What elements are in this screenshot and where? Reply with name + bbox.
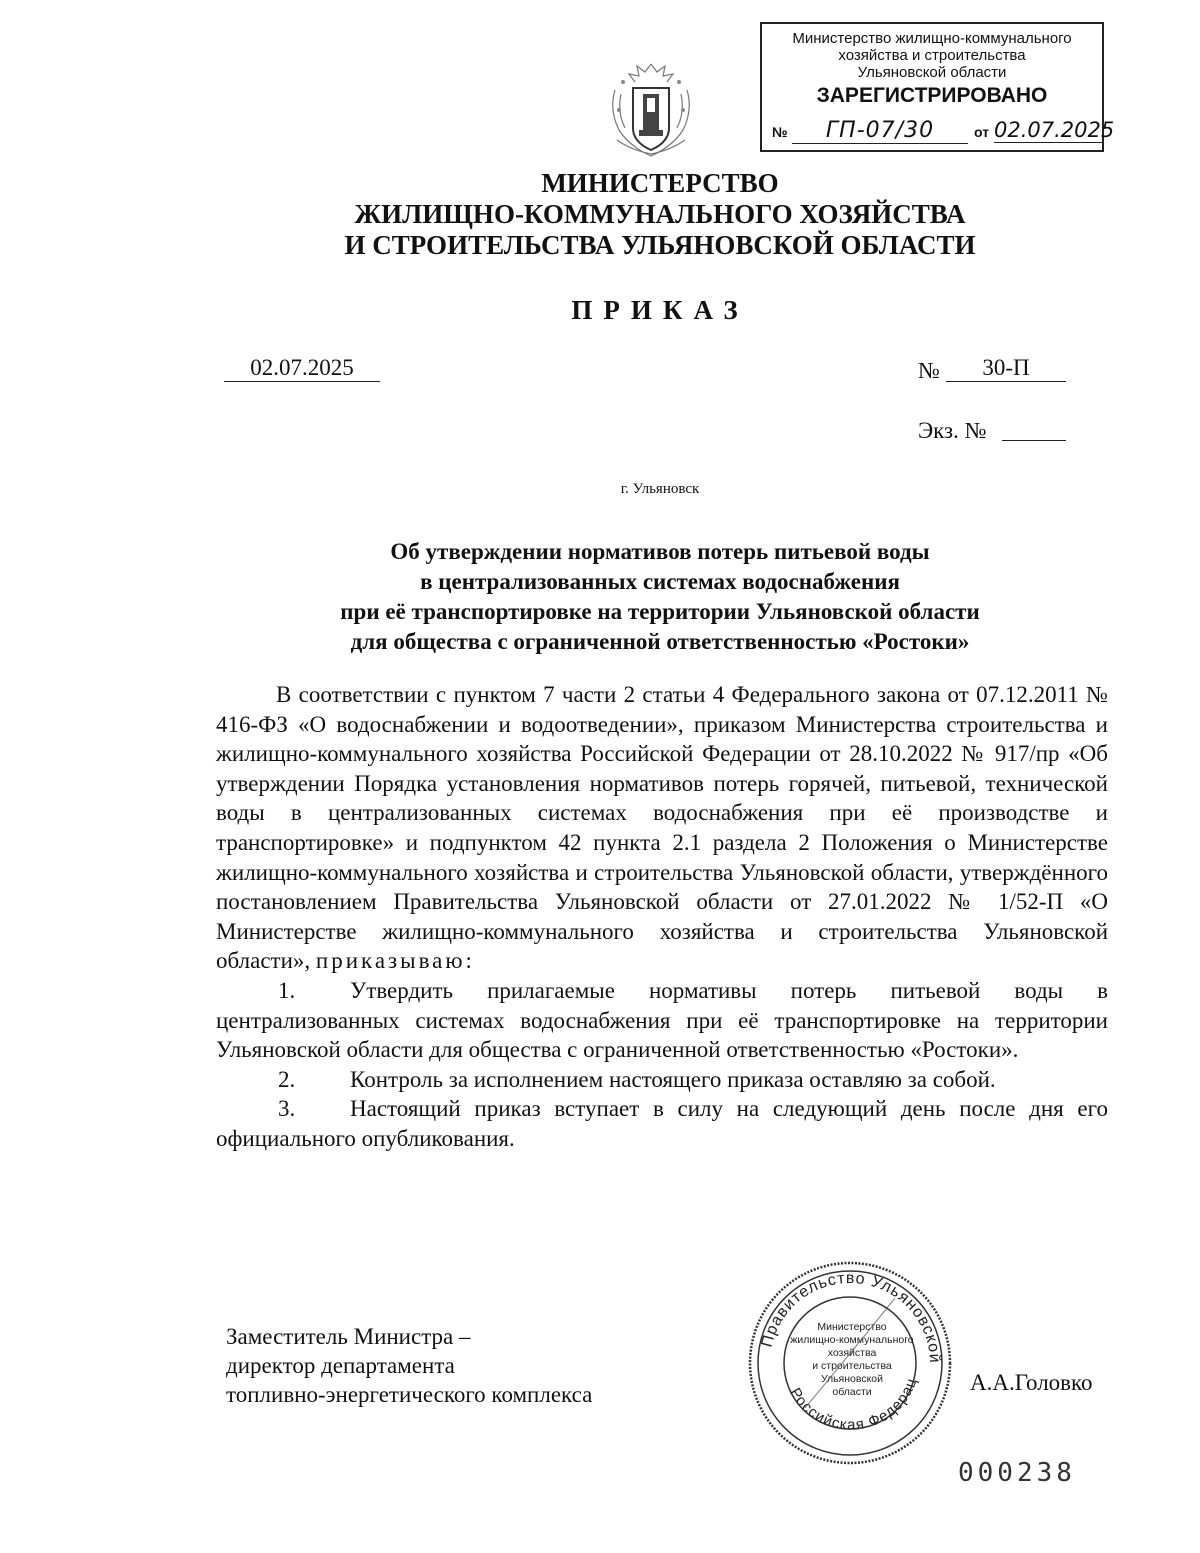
heading-line: при её транспортировке на территории Ульяновской области xyxy=(340,599,980,624)
serial-number: 000238 xyxy=(958,1458,1076,1488)
ministry-title xyxy=(0,168,1200,261)
reg-stamp-title: ЗАРЕГИСТРИРОВАНО xyxy=(816,84,1048,107)
ministry-line: И СТРОИТЕЛЬСТВА УЛЬЯНОВСКОЙ ОБЛАСТИ xyxy=(344,230,976,260)
order-word: приказываю: xyxy=(315,948,475,974)
seal-inner-line: Ульяновской xyxy=(820,1373,884,1385)
order-item-text: Утвердить прилагаемые нормативы потерь питьевой воды в централизованных системах водоснабжения при её транспортировке на территории Ульяновской области для общества с ограниченной ответственностью «Ростоки». xyxy=(216,977,1108,1063)
seal-inner-line: и строительства xyxy=(812,1360,892,1372)
seal-outer-text: Правительство Ульяновской xyxy=(758,1269,944,1364)
order-item xyxy=(216,1094,1108,1153)
preamble-text: В соответствии с пунктом 7 части 2 статьи 4 Федерального закона от 07.12.2011 № 416-ФЗ «О водоснабжении и водоотведении», приказом Министерства строительства и жилищно-коммунального хозяйства Российской Федерации от 28.10.2022 № 917/пр «Об утверждении Порядка установления нормативов потерь горячей, питьевой, технической воды в централизованных системах водоснабжения при её производстве и транспортировке» и подпунктом 42 пункта 2.1 раздела 2 Положения о Министерстве жилищно-коммунального хозяйства и строительства Ульяновской области, утверждённого постановлением Правительства Ульяновской области от 27.01.2022 № 1/52-П «О Министерстве жилищно-коммунального хозяйства и строительства Ульяновской области», xyxy=(216,682,1108,974)
order-date: 02.07.2025 xyxy=(224,355,380,382)
reg-date-label: от xyxy=(974,124,990,140)
document-type: ПРИКАЗ xyxy=(571,295,749,325)
city: г. Ульяновск xyxy=(620,481,700,497)
heading-line: в централизованных системах водоснабжения xyxy=(420,569,900,594)
order-heading xyxy=(0,537,1200,657)
signer-position-line: Заместитель Министра – xyxy=(226,1324,471,1349)
preamble-paragraph xyxy=(216,680,1108,976)
reg-stamp-line: Министерство жилищно-коммунального xyxy=(792,30,1072,47)
copy-number-label: Экз. № xyxy=(918,418,987,443)
coat-of-arms-icon xyxy=(605,60,697,162)
ministry-line: МИНИСТЕРСТВО xyxy=(541,168,779,198)
heading-line: для общества с ограниченной ответственностью «Ростоки» xyxy=(350,629,970,654)
order-item xyxy=(216,976,1108,1065)
reg-date-value: 02.07.2025 xyxy=(994,118,1115,142)
heading-line: Об утверждении нормативов потерь питьевой воды xyxy=(390,539,930,564)
order-body xyxy=(216,680,1108,1154)
order-number-label: № xyxy=(918,358,940,383)
order-item-number: 3. xyxy=(278,1096,296,1122)
registration-stamp xyxy=(760,22,1115,152)
seal-inner-line: жилищно-коммунального xyxy=(790,1334,914,1346)
order-item-number: 1. xyxy=(278,977,296,1003)
seal-inner-line: Министерство xyxy=(817,1321,887,1333)
signer-position-line: топливно-энергетического комплекса xyxy=(226,1382,593,1407)
signer-position xyxy=(226,1322,592,1409)
order-item-number: 2. xyxy=(278,1066,296,1092)
reg-number-value: ГП-07/30 xyxy=(792,118,968,144)
reg-number-label: № xyxy=(772,124,788,140)
official-seal xyxy=(745,1258,955,1468)
signer-position-line: директор департамента xyxy=(226,1353,455,1378)
reg-stamp-line: хозяйства и строительства xyxy=(838,47,1026,64)
signer-name: А.А.Головко xyxy=(970,1370,1093,1395)
seal-inner-line: области xyxy=(832,1386,872,1398)
copy-number-blank xyxy=(1002,440,1066,441)
reg-stamp-line: Ульяновской области xyxy=(857,64,1007,81)
order-item-text: Контроль за исполнением настоящего приказа оставляю за собой. xyxy=(350,1066,996,1092)
seal-bottom-text: Российская Федерац xyxy=(786,1375,921,1434)
seal-inner-line: хозяйства xyxy=(827,1347,877,1359)
order-number: 30-П xyxy=(946,355,1066,382)
order-item-text: Настоящий приказ вступает в силу на следующий день после дня его официального опубликования. xyxy=(216,1096,1108,1151)
ministry-line: ЖИЛИЩНО-КОММУНАЛЬНОГО ХОЗЯЙСТВА xyxy=(354,199,966,229)
order-item xyxy=(216,1065,1108,1095)
